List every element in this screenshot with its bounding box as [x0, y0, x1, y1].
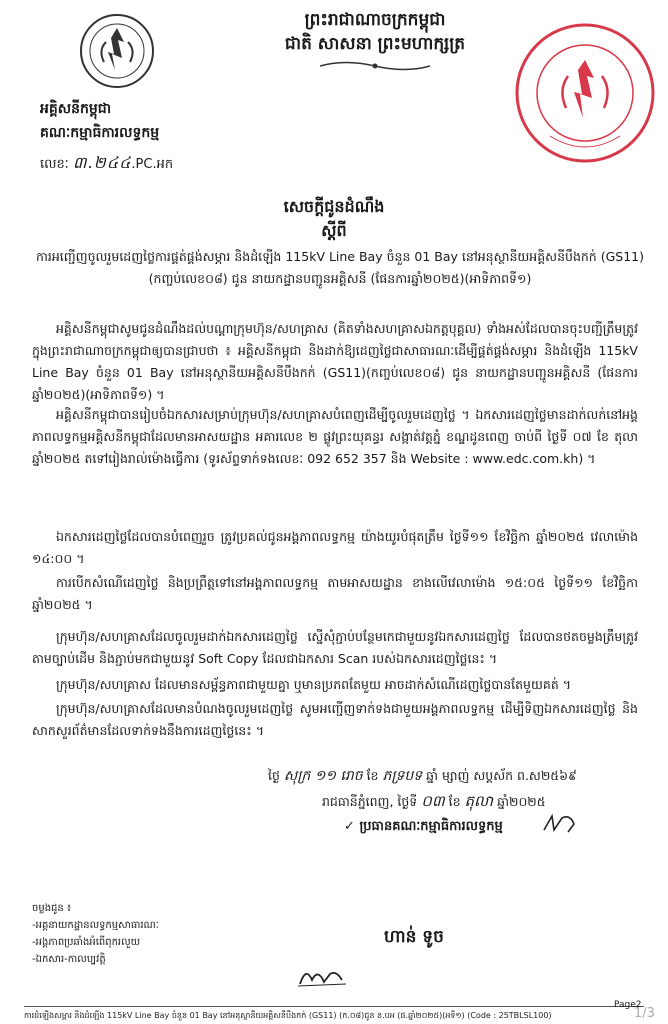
kingdom-header	[220, 8, 530, 80]
solar-date: រាជធានីភ្នំពេញ, ថ្ងៃទី ០៣ ខែ តុលា ឆ្នាំ២០២៥	[322, 792, 546, 810]
page-number: Page2	[614, 1000, 642, 1010]
kingdom-line-2: ជាតិ សាសនា ព្រះមហាក្សត្រ	[284, 34, 466, 54]
signature-initial-icon	[540, 812, 580, 840]
footer-text: ការដំឡើងសម្ភារ និងដំឡើង 115kV Line Bay ចំនួន 01 Bay នៅអនុស្ថានីយអគ្គិសនីបឹងកក់ (GS11) (ក.០៨)ជូន ន.បអ (ផ.ឆ្នាំ២០២៥)(អទិ១) (Code : 25TBLSL100)	[24, 1011, 552, 1020]
footer-divider	[24, 1006, 644, 1007]
page-initial-signature-icon	[296, 960, 356, 994]
body-paragraph-2: អគ្គិសនីកម្ពុជាបានរៀបចំឯកសារសម្រាប់ក្រុមហ៊ុន/សហគ្រាសបំពេញដើម្បីចូលរួមដេញថ្លៃ ។ ឯកសារដេញថ្លៃមានដាក់លក់នៅអង្គភាពលទ្ធកម្មអគ្គិសនីកម្ពុជាដែលមានអាសយដ្ឋាន អគារលេខ ២ ផ្លូវព្រះយុគន្ធរ សង្កាត់វត្តភ្នំ ខណ្ឌដូនពេញ ចាប់ពី ថ្ងៃទី ០៧ ខែ តុលា ឆ្នាំ២០២៥ តទៅរៀងរាល់ម៉ោងធ្វើការ (ទូរស័ព្ទទាក់ទងលេខៈ 092 652 357 និង Website : www.edc.com.kh) ។	[32, 407, 638, 466]
cc-item: -អង្គភាពប្រឆាំងអំពើពុករលួយ	[32, 937, 141, 948]
lunar-date-handwritten: សុក្រ ១១ រោច	[283, 768, 363, 784]
lunar-date: ថ្ងៃ សុក្រ ១១ រោច ខែ ភទ្របទ ឆ្នាំ ម្សាញ់ សប្តស័ក ព.ស២៥៦៩	[268, 768, 577, 784]
date-month: តុលា	[464, 792, 494, 810]
notice-subject: ការអញ្ជើញចូលរួមដេញថ្លៃការផ្គត់ផ្គង់សម្ភារ និងដំឡើង 115kV Line Bay ចំនួន 01 Bay នៅអនុស្ថានីយអគ្គិសនីបឹងកក់ (GS11)(កញ្ចប់លេខ០៨) ជូន នាយកដ្ឋានបញ្ជូនអគ្គិសនី (ផែនការឆ្នាំ២០២៥)(អាទិភាពទី១)	[36, 249, 644, 286]
ornament-divider-icon	[315, 59, 435, 73]
body-paragraph-5: ក្រុមហ៊ុន/សហគ្រាសដែលចូលរួមដាក់ឯកសារដេញថ្លៃ ស្នើសុំភ្ជាប់បន្ថែមកេជាមួយនូវឯកសារដេញថ្លៃ ដែលបានថតចម្លងត្រឹមត្រូវតាមច្បាប់ដើម និងភ្ជាប់មកជាមួយនូវ Soft Copy ដែលជាឯកសារ Scan របស់ឯកសារដេញថ្លៃនេះ ។	[32, 629, 638, 666]
committee-name: គណៈកម្មាធិការលទ្ធកម្ម	[40, 125, 160, 141]
cc-list	[32, 900, 159, 968]
lunar-month-handwritten: ភទ្របទ	[382, 768, 423, 784]
signer-title: ✓ ប្រធានគណៈកម្មាធិការលទ្ធកម្ម	[344, 819, 503, 834]
date-day: ០៣	[421, 792, 445, 810]
body-paragraph-7: ក្រុមហ៊ុន/សហគ្រាសដែលមានបំណងចូលរួមដេញថ្លៃ សូមអញ្ជើញទាក់ទងជាមួយអង្គភាពលទ្ធកម្ម ដើម្បីទិញឯកសារដេញថ្លៃ និងសាកសួរព័ត៌មានដែលទាក់ទងនឹងការដេញថ្លៃនេះ ។	[32, 701, 638, 738]
ref-number: ៣.២៤៤	[72, 153, 132, 172]
page-count: 1/3	[634, 1006, 655, 1021]
kingdom-line-1: ព្រះរាជាណាចក្រកម្ពុជា	[304, 10, 446, 30]
cc-item: -អគ្គនាយកដ្ឋានលទ្ធកម្មសាធារណៈ	[32, 920, 159, 931]
ref-prefix: លេខៈ	[40, 157, 69, 172]
notice-title: សេចក្តីជូនដំណឹង	[283, 197, 385, 216]
edc-logo	[78, 12, 156, 90]
ref-suffix: .PC.អក	[131, 157, 174, 172]
official-stamp	[510, 18, 660, 168]
cc-item: -ឯកសារ-កាលប្បវត្តិ	[32, 954, 106, 965]
org-name: អគ្គិសនីកម្ពុជា	[40, 101, 112, 117]
reference-number	[40, 152, 173, 176]
body-paragraph-1: អគ្គិសនីកម្ពុជាសូមជូនដំណឹងដល់បណ្តាក្រុមហ៊ុន/សហគ្រាស (គិតទាំងសហគ្រាសឯកត្តបុគ្គល) ទាំងអស់ដែលបានចុះបញ្ជីត្រឹមត្រូវក្នុងព្រះរាជាណាចក្រកម្ពុជាឲ្យបានជ្រាបថា ៖ អគ្គិសនីកម្ពុជា និងដាក់ឱ្យដេញថ្លៃជាសាធារណៈដើម្បីផ្គត់ផ្គង់សម្ភារ និងដំឡើង 115kV Line Bay ចំនួន 01 Bay នៅអនុស្ថានីយអគ្គិសនីបឹងកក់ (GS11)(កញ្ចប់លេខ០៨) ជូន នាយកដ្ឋានបញ្ជូនអគ្គិសនី (ផែនការឆ្នាំ២០២៥)(អាទិភាពទី១) ។	[32, 321, 638, 402]
notice-subtitle: ស្តីពី	[321, 221, 347, 240]
body-paragraph-6: ក្រុមហ៊ុន/សហគ្រាស ដែលមានសម្ព័ន្ធភាពជាមួយគ្នា ឬមានប្រភពតែមួយ អាចដាក់សំណើដេញថ្លៃបានតែមួយគត់ ។	[56, 677, 571, 692]
cc-heading: ចម្លងជូន ៖	[32, 903, 72, 914]
signer-name: ហាន់ ទូច	[384, 927, 444, 947]
body-paragraph-3: ឯកសារដេញថ្លៃដែលបានបំពេញរួច ត្រូវប្រគល់ជូនអង្គភាពលទ្ធកម្ម យ៉ាងយូរបំផុតត្រឹម ថ្ងៃទី១១ ខែវិច្ឆិកា ឆ្នាំ២០២៥ វេលាម៉ោង ១៤:០០ ។	[32, 529, 638, 566]
body-paragraph-4: ការបើកសំណើដេញថ្លៃ និងប្រព្រឹត្តទៅនៅអង្គភាពលទ្ធកម្ម តាមអាសយដ្ឋាន ខាងលើវេលាម៉ោង ១៥:០៥ ថ្ងៃទី១១ ខែវិច្ឆិកា ឆ្នាំ២០២៥ ។	[32, 575, 638, 612]
